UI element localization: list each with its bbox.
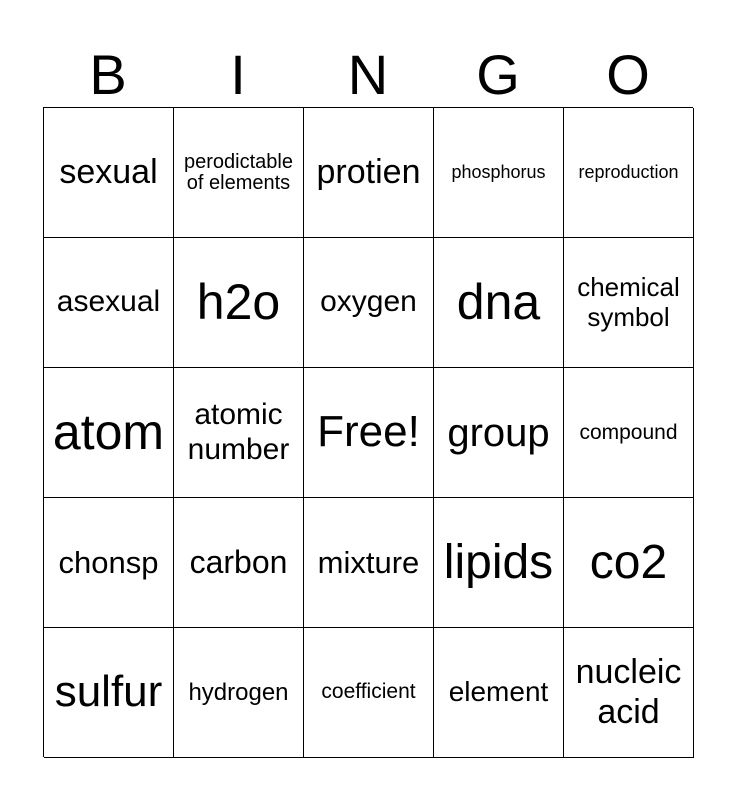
bingo-cell[interactable] [304,238,434,368]
bingo-cell[interactable] [44,368,174,498]
bingo-cell[interactable] [174,498,304,628]
cell-label: sulfur [54,667,163,717]
header-letter-g: G [476,43,520,106]
cell-label: phosphorus [451,161,546,182]
header-letter-b: B [89,43,127,106]
cell-label: sexual [59,152,158,191]
cell-label: lipids [443,535,554,589]
header-letter-o: O [606,43,650,106]
cell-label: atom [52,403,165,460]
cell-label: co2 [589,535,668,589]
bingo-cell[interactable] [44,108,174,238]
cell-label: compound [579,420,678,444]
bingo-cell[interactable] [434,498,564,628]
cell-label: oxygen [320,285,417,319]
bingo-cell[interactable] [304,108,434,238]
bingo-cell[interactable] [434,108,564,238]
cell-label: h2o [196,273,281,330]
bingo-cell[interactable] [564,368,694,498]
cell-label: nucleic acid [575,653,682,731]
bingo-cell[interactable] [174,108,304,238]
bingo-cell[interactable] [174,238,304,368]
bingo-cell[interactable] [434,628,564,758]
header-letter-n: N [347,43,389,106]
bingo-board [43,107,693,757]
cell-label: perodictable of elements [184,150,293,194]
bingo-cell[interactable] [44,498,174,628]
bingo-cell[interactable] [174,368,304,498]
cell-label: element [448,676,549,708]
bingo-cell[interactable] [434,238,564,368]
bingo-cell[interactable] [304,498,434,628]
cell-label: Free! [317,407,420,457]
cell-label: atomic number [187,398,290,466]
free-space-cell[interactable] [304,368,434,498]
cell-label: dna [456,273,541,330]
bingo-cell[interactable] [564,108,694,238]
cell-label: hydrogen [188,678,289,706]
bingo-cell[interactable] [564,498,694,628]
bingo-cell[interactable] [44,238,174,368]
bingo-cell[interactable] [564,238,694,368]
cell-label: chemical symbol [577,271,680,332]
bingo-cell[interactable] [44,628,174,758]
bingo-cell[interactable] [564,628,694,758]
cell-label: chonsp [58,544,159,580]
header-letter-i: I [230,43,246,106]
cell-label: carbon [189,544,288,581]
cell-label: mixture [317,544,420,580]
bingo-header [43,42,693,108]
cell-label: protien [316,152,421,191]
bingo-cell[interactable] [304,628,434,758]
cell-label: coefficient [321,680,416,704]
bingo-cell[interactable] [174,628,304,758]
cell-label: reproduction [578,161,679,182]
bingo-cell[interactable] [434,368,564,498]
cell-label: group [447,410,550,455]
cell-label: asexual [56,285,161,319]
